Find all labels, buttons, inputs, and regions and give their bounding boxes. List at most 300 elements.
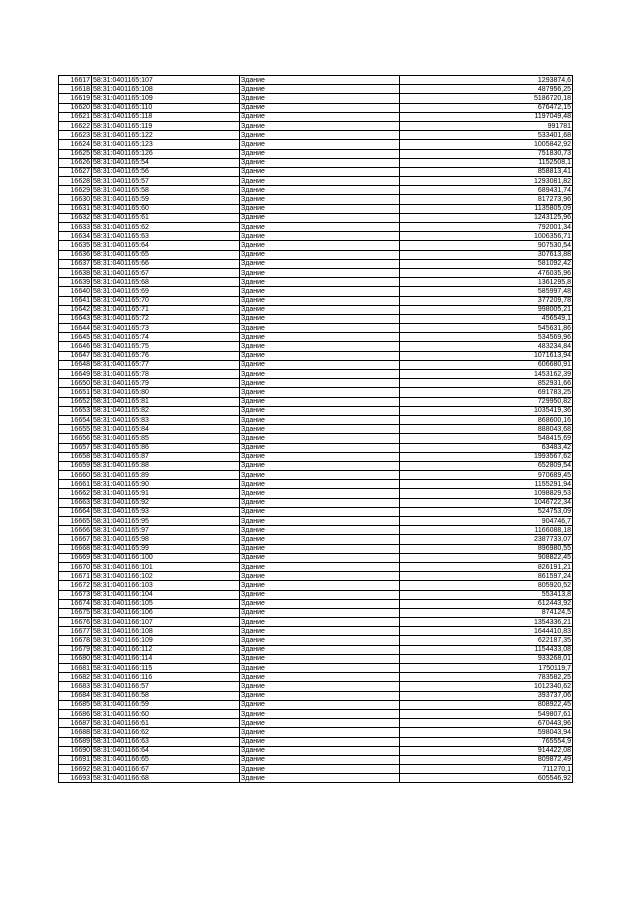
cadastral-value-cell: 545631,86	[400, 324, 573, 333]
table-row	[59, 425, 573, 434]
cadastral-value-cell: 1354336,21	[400, 618, 573, 627]
object-type-cell: Здание	[240, 296, 400, 305]
table-row	[59, 397, 573, 406]
row-number-cell: 16625	[59, 149, 92, 158]
object-type-cell: Здание	[240, 673, 400, 682]
table-row	[59, 535, 573, 544]
table-row	[59, 314, 573, 323]
object-type-cell: Здание	[240, 709, 400, 718]
cadastral-value-cell: 612443,92	[400, 599, 573, 608]
table-row	[59, 167, 573, 176]
table-row	[59, 232, 573, 241]
cadastral-value-cell: 888043,68	[400, 425, 573, 434]
cadastral-value-cell: 1293874,6	[400, 76, 573, 85]
object-type-cell: Здание	[240, 324, 400, 333]
table-row	[59, 562, 573, 571]
row-number-cell: 16666	[59, 526, 92, 535]
table-row	[59, 746, 573, 755]
cadastral-number-cell: 58:31:0401165:89	[92, 471, 240, 480]
cadastral-value-cell: 1005842,92	[400, 140, 573, 149]
cadastral-number-cell: 58:31:0401166:63	[92, 737, 240, 746]
table-row	[59, 627, 573, 636]
cadastral-number-cell: 58:31:0401166:106	[92, 608, 240, 617]
table-row	[59, 728, 573, 737]
object-type-cell: Здание	[240, 232, 400, 241]
object-type-cell: Здание	[240, 664, 400, 673]
row-number-cell: 16681	[59, 664, 92, 673]
table-row	[59, 195, 573, 204]
object-type-cell: Здание	[240, 517, 400, 526]
row-number-cell: 16624	[59, 140, 92, 149]
table-row	[59, 76, 573, 85]
cadastral-value-cell: 1006356,71	[400, 232, 573, 241]
object-type-cell: Здание	[240, 213, 400, 222]
cadastral-value-cell: 1154433,08	[400, 645, 573, 654]
table-row	[59, 618, 573, 627]
cadastral-number-cell: 58:31:0401165:67	[92, 268, 240, 277]
row-number-cell: 16667	[59, 535, 92, 544]
cadastral-value-cell: 676472,15	[400, 103, 573, 112]
object-type-cell: Здание	[240, 406, 400, 415]
object-type-cell: Здание	[240, 452, 400, 461]
table-row	[59, 268, 573, 277]
table-row	[59, 158, 573, 167]
cadastral-number-cell: 58:31:0401165:56	[92, 167, 240, 176]
row-number-cell: 16678	[59, 636, 92, 645]
table-row	[59, 517, 573, 526]
cadastral-value-cell: 908822,45	[400, 553, 573, 562]
cadastral-number-cell: 58:31:0401165:122	[92, 131, 240, 140]
table-row	[59, 581, 573, 590]
cadastral-number-cell: 58:31:0401166:105	[92, 599, 240, 608]
row-number-cell: 16659	[59, 461, 92, 470]
object-type-cell: Здание	[240, 333, 400, 342]
cadastral-value-cell: 670443,96	[400, 719, 573, 728]
row-number-cell: 16669	[59, 553, 92, 562]
cadastral-number-cell: 58:31:0401165:82	[92, 406, 240, 415]
table-row	[59, 278, 573, 287]
object-type-cell: Здание	[240, 434, 400, 443]
object-type-cell: Здание	[240, 250, 400, 259]
cadastral-number-cell: 58:31:0401165:93	[92, 507, 240, 516]
table-row	[59, 342, 573, 351]
table-row	[59, 305, 573, 314]
cadastral-number-cell: 58:31:0401165:108	[92, 85, 240, 94]
row-number-cell: 16680	[59, 654, 92, 663]
cadastral-value-cell: 729950,82	[400, 397, 573, 406]
row-number-cell: 16641	[59, 296, 92, 305]
table-row	[59, 755, 573, 764]
object-type-cell: Здание	[240, 360, 400, 369]
cadastral-value-cell: 1152508,1	[400, 158, 573, 167]
row-number-cell: 16673	[59, 590, 92, 599]
row-number-cell: 16654	[59, 415, 92, 424]
object-type-cell: Здание	[240, 755, 400, 764]
cadastral-value-cell: 852931,66	[400, 379, 573, 388]
object-type-cell: Здание	[240, 76, 400, 85]
table-row	[59, 241, 573, 250]
object-type-cell: Здание	[240, 314, 400, 323]
table-row	[59, 608, 573, 617]
table-row	[59, 553, 573, 562]
cadastral-value-cell: 868600,16	[400, 415, 573, 424]
object-type-cell: Здание	[240, 305, 400, 314]
row-number-cell: 16683	[59, 682, 92, 691]
row-number-cell: 16638	[59, 268, 92, 277]
cadastral-number-cell: 58:31:0401165:69	[92, 287, 240, 296]
table-row	[59, 223, 573, 232]
object-type-cell: Здание	[240, 259, 400, 268]
table-row	[59, 121, 573, 130]
table-row	[59, 379, 573, 388]
table-row	[59, 103, 573, 112]
cadastral-value-cell: 377209,78	[400, 296, 573, 305]
cadastral-number-cell: 58:31:0401165:95	[92, 517, 240, 526]
row-number-cell: 16627	[59, 167, 92, 176]
table-body	[59, 76, 573, 783]
row-number-cell: 16664	[59, 507, 92, 516]
cadastral-value-cell: 652809,54	[400, 461, 573, 470]
row-number-cell: 16645	[59, 333, 92, 342]
table-row	[59, 507, 573, 516]
table-row	[59, 526, 573, 535]
cadastral-number-cell: 58:31:0401166:109	[92, 636, 240, 645]
object-type-cell: Здание	[240, 370, 400, 379]
object-type-cell: Здание	[240, 553, 400, 562]
table-row	[59, 452, 573, 461]
cadastral-value-cell: 874124,5	[400, 608, 573, 617]
document-page	[58, 75, 573, 783]
row-number-cell: 16636	[59, 250, 92, 259]
cadastral-value-cell: 765554,9	[400, 737, 573, 746]
cadastral-value-cell: 1155291,94	[400, 480, 573, 489]
cadastral-number-cell: 58:31:0401165:97	[92, 526, 240, 535]
row-number-cell: 16692	[59, 765, 92, 774]
row-number-cell: 16677	[59, 627, 92, 636]
row-number-cell: 16647	[59, 351, 92, 360]
cadastral-number-cell: 58:31:0401165:59	[92, 195, 240, 204]
cadastral-number-cell: 58:31:0401166:61	[92, 719, 240, 728]
cadastral-number-cell: 58:31:0401166:112	[92, 645, 240, 654]
cadastral-value-cell: 524753,09	[400, 507, 573, 516]
object-type-cell: Здание	[240, 627, 400, 636]
object-type-cell: Здание	[240, 544, 400, 553]
object-type-cell: Здание	[240, 223, 400, 232]
row-number-cell: 16623	[59, 131, 92, 140]
table-row	[59, 765, 573, 774]
table-row	[59, 213, 573, 222]
table-row	[59, 599, 573, 608]
cadastral-value-cell: 549807,61	[400, 709, 573, 718]
row-number-cell: 16658	[59, 452, 92, 461]
row-number-cell: 16642	[59, 305, 92, 314]
cadastral-number-cell: 58:31:0401165:99	[92, 544, 240, 553]
cadastral-number-cell: 58:31:0401165:68	[92, 278, 240, 287]
table-row	[59, 471, 573, 480]
cadastral-number-cell: 58:31:0401165:76	[92, 351, 240, 360]
table-row	[59, 498, 573, 507]
row-number-cell: 16637	[59, 259, 92, 268]
table-row	[59, 691, 573, 700]
row-number-cell: 16661	[59, 480, 92, 489]
object-type-cell: Здание	[240, 572, 400, 581]
cadastral-value-cell: 809872,49	[400, 755, 573, 764]
cadastral-number-cell: 58:31:0401166:67	[92, 765, 240, 774]
property-table	[58, 75, 573, 783]
row-number-cell: 16693	[59, 774, 92, 783]
row-number-cell: 16634	[59, 232, 92, 241]
cadastral-number-cell: 58:31:0401165:77	[92, 360, 240, 369]
table-row	[59, 415, 573, 424]
cadastral-number-cell: 58:31:0401165:62	[92, 223, 240, 232]
cadastral-value-cell: 393737,06	[400, 691, 573, 700]
object-type-cell: Здание	[240, 425, 400, 434]
cadastral-number-cell: 58:31:0401165:66	[92, 259, 240, 268]
object-type-cell: Здание	[240, 204, 400, 213]
row-number-cell: 16689	[59, 737, 92, 746]
cadastral-value-cell: 1071613,94	[400, 351, 573, 360]
object-type-cell: Здание	[240, 461, 400, 470]
cadastral-value-cell: 1046722,34	[400, 498, 573, 507]
table-row	[59, 186, 573, 195]
object-type-cell: Здание	[240, 131, 400, 140]
cadastral-number-cell: 58:31:0401166:107	[92, 618, 240, 627]
cadastral-value-cell: 907530,54	[400, 241, 573, 250]
row-number-cell: 16628	[59, 177, 92, 186]
cadastral-value-cell: 1644410,83	[400, 627, 573, 636]
object-type-cell: Здание	[240, 581, 400, 590]
cadastral-value-cell: 605546,92	[400, 774, 573, 783]
object-type-cell: Здание	[240, 728, 400, 737]
table-row	[59, 131, 573, 140]
cadastral-number-cell: 58:31:0401165:75	[92, 342, 240, 351]
cadastral-value-cell: 751830,73	[400, 149, 573, 158]
row-number-cell: 16621	[59, 112, 92, 121]
cadastral-number-cell: 58:31:0401165:90	[92, 480, 240, 489]
cadastral-value-cell: 998005,21	[400, 305, 573, 314]
cadastral-value-cell: 476035,96	[400, 268, 573, 277]
cadastral-value-cell: 691783,25	[400, 388, 573, 397]
cadastral-number-cell: 58:31:0401165:73	[92, 324, 240, 333]
cadastral-number-cell: 58:31:0401165:72	[92, 314, 240, 323]
cadastral-number-cell: 58:31:0401165:126	[92, 149, 240, 158]
cadastral-number-cell: 58:31:0401166:100	[92, 553, 240, 562]
row-number-cell: 16649	[59, 370, 92, 379]
row-number-cell: 16657	[59, 443, 92, 452]
table-row	[59, 443, 573, 452]
row-number-cell: 16690	[59, 746, 92, 755]
cadastral-value-cell: 689431,74	[400, 186, 573, 195]
cadastral-number-cell: 58:31:0401166:108	[92, 627, 240, 636]
object-type-cell: Здание	[240, 682, 400, 691]
cadastral-value-cell: 904746,7	[400, 517, 573, 526]
object-type-cell: Здание	[240, 618, 400, 627]
cadastral-value-cell: 817273,96	[400, 195, 573, 204]
cadastral-number-cell: 58:31:0401165:85	[92, 434, 240, 443]
cadastral-number-cell: 58:31:0401165:87	[92, 452, 240, 461]
cadastral-value-cell: 970689,45	[400, 471, 573, 480]
cadastral-value-cell: 914422,08	[400, 746, 573, 755]
row-number-cell: 16665	[59, 517, 92, 526]
cadastral-number-cell: 58:31:0401166:57	[92, 682, 240, 691]
cadastral-number-cell: 58:31:0401166:116	[92, 673, 240, 682]
row-number-cell: 16663	[59, 498, 92, 507]
cadastral-number-cell: 58:31:0401165:71	[92, 305, 240, 314]
cadastral-number-cell: 58:31:0401165:58	[92, 186, 240, 195]
table-row	[59, 140, 573, 149]
cadastral-value-cell: 896980,55	[400, 544, 573, 553]
row-number-cell: 16652	[59, 397, 92, 406]
object-type-cell: Здание	[240, 765, 400, 774]
object-type-cell: Здание	[240, 471, 400, 480]
object-type-cell: Здание	[240, 507, 400, 516]
object-type-cell: Здание	[240, 149, 400, 158]
object-type-cell: Здание	[240, 415, 400, 424]
cadastral-value-cell: 1243125,96	[400, 213, 573, 222]
cadastral-value-cell: 991781	[400, 121, 573, 130]
cadastral-number-cell: 58:31:0401166:58	[92, 691, 240, 700]
cadastral-value-cell: 2387733,07	[400, 535, 573, 544]
object-type-cell: Здание	[240, 85, 400, 94]
cadastral-number-cell: 58:31:0401165:81	[92, 397, 240, 406]
table-row	[59, 709, 573, 718]
row-number-cell: 16685	[59, 700, 92, 709]
cadastral-number-cell: 58:31:0401166:101	[92, 562, 240, 571]
row-number-cell: 16650	[59, 379, 92, 388]
cadastral-number-cell: 58:31:0401165:74	[92, 333, 240, 342]
row-number-cell: 16629	[59, 186, 92, 195]
row-number-cell: 16644	[59, 324, 92, 333]
table-row	[59, 719, 573, 728]
cadastral-number-cell: 58:31:0401165:61	[92, 213, 240, 222]
object-type-cell: Здание	[240, 186, 400, 195]
object-type-cell: Здание	[240, 351, 400, 360]
object-type-cell: Здание	[240, 103, 400, 112]
cadastral-value-cell: 1453162,39	[400, 370, 573, 379]
cadastral-value-cell: 1750119,7	[400, 664, 573, 673]
row-number-cell: 16671	[59, 572, 92, 581]
object-type-cell: Здание	[240, 645, 400, 654]
table-row	[59, 112, 573, 121]
cadastral-value-cell: 711270,1	[400, 765, 573, 774]
object-type-cell: Здание	[240, 167, 400, 176]
cadastral-value-cell: 1012340,62	[400, 682, 573, 691]
row-number-cell: 16630	[59, 195, 92, 204]
row-number-cell: 16675	[59, 608, 92, 617]
cadastral-number-cell: 58:31:0401165:70	[92, 296, 240, 305]
row-number-cell: 16670	[59, 562, 92, 571]
object-type-cell: Здание	[240, 774, 400, 783]
object-type-cell: Здание	[240, 590, 400, 599]
cadastral-number-cell: 58:31:0401165:54	[92, 158, 240, 167]
row-number-cell: 16674	[59, 599, 92, 608]
row-number-cell: 16643	[59, 314, 92, 323]
cadastral-value-cell: 826191,21	[400, 562, 573, 571]
table-row	[59, 774, 573, 783]
object-type-cell: Здание	[240, 121, 400, 130]
cadastral-number-cell: 58:31:0401166:68	[92, 774, 240, 783]
row-number-cell: 16691	[59, 755, 92, 764]
row-number-cell: 16662	[59, 489, 92, 498]
cadastral-number-cell: 58:31:0401166:102	[92, 572, 240, 581]
table-row	[59, 673, 573, 682]
cadastral-value-cell: 553413,8	[400, 590, 573, 599]
object-type-cell: Здание	[240, 746, 400, 755]
object-type-cell: Здание	[240, 278, 400, 287]
cadastral-number-cell: 58:31:0401166:59	[92, 700, 240, 709]
row-number-cell: 16656	[59, 434, 92, 443]
cadastral-value-cell: 548415,69	[400, 434, 573, 443]
table-row	[59, 250, 573, 259]
row-number-cell: 16617	[59, 76, 92, 85]
cadastral-number-cell: 58:31:0401165:84	[92, 425, 240, 434]
cadastral-value-cell: 933268,01	[400, 654, 573, 663]
table-row	[59, 324, 573, 333]
row-number-cell: 16635	[59, 241, 92, 250]
cadastral-number-cell: 58:31:0401165:83	[92, 415, 240, 424]
row-number-cell: 16688	[59, 728, 92, 737]
row-number-cell: 16646	[59, 342, 92, 351]
table-row	[59, 664, 573, 673]
row-number-cell: 16682	[59, 673, 92, 682]
cadastral-number-cell: 58:31:0401165:109	[92, 94, 240, 103]
cadastral-number-cell: 58:31:0401165:119	[92, 121, 240, 130]
cadastral-number-cell: 58:31:0401165:107	[92, 76, 240, 85]
cadastral-number-cell: 58:31:0401166:115	[92, 664, 240, 673]
cadastral-value-cell: 1993567,62	[400, 452, 573, 461]
object-type-cell: Здание	[240, 562, 400, 571]
cadastral-value-cell: 783582,25	[400, 673, 573, 682]
object-type-cell: Здание	[240, 498, 400, 507]
table-row	[59, 177, 573, 186]
object-type-cell: Здание	[240, 654, 400, 663]
cadastral-number-cell: 58:31:0401166:114	[92, 654, 240, 663]
row-number-cell: 16633	[59, 223, 92, 232]
cadastral-value-cell: 1293081,82	[400, 177, 573, 186]
cadastral-value-cell: 487956,25	[400, 85, 573, 94]
table-row	[59, 360, 573, 369]
cadastral-number-cell: 58:31:0401165:57	[92, 177, 240, 186]
row-number-cell: 16668	[59, 544, 92, 553]
cadastral-number-cell: 58:31:0401166:103	[92, 581, 240, 590]
cadastral-value-cell: 483234,84	[400, 342, 573, 351]
table-row	[59, 204, 573, 213]
cadastral-number-cell: 58:31:0401165:91	[92, 489, 240, 498]
cadastral-number-cell: 58:31:0401165:123	[92, 140, 240, 149]
object-type-cell: Здание	[240, 719, 400, 728]
row-number-cell: 16639	[59, 278, 92, 287]
table-row	[59, 480, 573, 489]
cadastral-number-cell: 58:31:0401165:88	[92, 461, 240, 470]
table-row	[59, 544, 573, 553]
cadastral-value-cell: 1166088,18	[400, 526, 573, 535]
table-row	[59, 572, 573, 581]
row-number-cell: 16660	[59, 471, 92, 480]
cadastral-value-cell: 533401,68	[400, 131, 573, 140]
table-row	[59, 333, 573, 342]
table-row	[59, 85, 573, 94]
object-type-cell: Здание	[240, 287, 400, 296]
cadastral-value-cell: 1135805,09	[400, 204, 573, 213]
cadastral-number-cell: 58:31:0401166:64	[92, 746, 240, 755]
table-row	[59, 682, 573, 691]
object-type-cell: Здание	[240, 480, 400, 489]
cadastral-value-cell: 534569,96	[400, 333, 573, 342]
object-type-cell: Здание	[240, 737, 400, 746]
cadastral-number-cell: 58:31:0401165:63	[92, 232, 240, 241]
row-number-cell: 16632	[59, 213, 92, 222]
cadastral-value-cell: 1098829,53	[400, 489, 573, 498]
